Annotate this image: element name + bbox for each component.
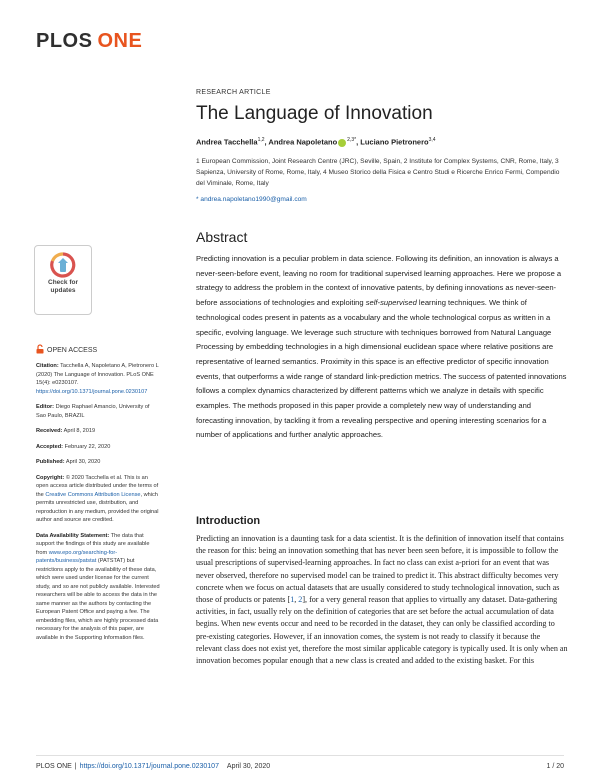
author-list: Andrea Tacchella$^{1,2}$, Andrea Napoletano $^{2,3*}$, Luciano Pietronero$^{3,4}$ xyxy=(196,137,436,147)
affiliations: 1 European Commission, Joint Research Centre (JRC), Seville, Spain, 2 Institute for Complex Systems, CNR, Rome, Italy, 3 Sapienza, University of Rome, Rome, Italy, 4 Museo Storico della Fisica e Centro Studi e Ricerche Enrico Fermi, Compendio del Viminale, Rome, Italy xyxy=(196,158,560,187)
logo-plos: PLOS xyxy=(36,30,93,52)
article-type: RESEARCH ARTICLE xyxy=(196,89,271,96)
citation: Citation: Tacchella A, Napoletano A, Pietronero L (2020) The Language of Innovation. PLoS ONE 15(4): e0230107. https://doi.org/10.1371/journal.pone.0230107 xyxy=(36,363,159,395)
open-lock-icon xyxy=(36,344,44,356)
page-footer: PLOS ONE | https://doi.org/10.1371/journal.pone.0230107 April 30, 2020 xyxy=(36,763,271,770)
article-metadata-sidebar xyxy=(36,362,160,649)
reference-link[interactable]: 2 xyxy=(298,595,303,605)
footer-doi-link[interactable]: https://doi.org/10.1371/journal.pone.0230107 xyxy=(79,763,219,770)
author-name: Luciano Pietronero xyxy=(360,137,429,147)
author-name: Andrea Napoletano xyxy=(268,137,338,147)
corresponding-email[interactable]: * andrea.napoletano1990@gmail.com xyxy=(196,196,307,203)
introduction-heading: Introduction xyxy=(196,515,261,527)
data-availability: Data Availability Statement: The data that support the findings of this study are available from www.epo.org/searching-for-patents/business/patstat (PATSTAT) but restrictions apply to the availability of these data, which were used under license for the current study, and so are not publicly available. Interested researchers will be able to access the data in the same manner as the authors by contacting the European Patent Office and paying a fee. The embedding files, which are highly processed data necessary for the analysis of this paper, are available in the Supporting Information files. xyxy=(36,532,160,641)
introduction-text: Predicting an innovation is a daunting task for a data scientist. It is the definition of innovation itself that contains the reason for this: being an innovation something that has never been seen before, it is impossible to follow the usual prescriptions of supervised-learning approaches. In fact no class can exist a-priori for an event that was never observed, therefore no supervised model can be trained to predict it. This abstract difficulty becomes very concrete when we focus on actual datasets that are usually considered to study technological innovation, such as those of products or patents [1, 2], for a very general reason that applies to virtually any dataset. Data-gathering activities, in fact, usually rely on the definition of categories that are set before the actual accumulation of data begins. When new events occur and need to be recorded in the dataset, they can only be classified according to pre-existing categories. However, if an innovation comes, the system is not ready to classify it because the relevant class does not exist yet, therefore the most similar applicable category is typically used. It is only when an innovation becomes popular enough that a new class is created and added to the existing basket. For this xyxy=(196,534,568,666)
author-name: Andrea Tacchella xyxy=(196,137,258,147)
citation-doi-link[interactable]: https://doi.org/10.1371/journal.pone.0230107 xyxy=(36,388,148,395)
abstract-heading: Abstract xyxy=(196,229,248,245)
editor: Editor: Diego Raphael Amancio, University of Sao Paulo, BRAZIL xyxy=(36,404,150,419)
check-for-updates-badge[interactable] xyxy=(34,245,92,315)
open-access-label xyxy=(36,344,97,356)
open-access-text: OPEN ACCESS xyxy=(47,346,98,354)
article-title: The Language of Innovation xyxy=(196,103,433,124)
patstat-link[interactable]: www.epo.org/searching-for-patents/business/patstat xyxy=(36,549,118,564)
reference-link[interactable]: 1 xyxy=(290,595,295,605)
published-date: Published: April 30, 2020 xyxy=(36,459,101,465)
license-link[interactable]: Creative Commons Attribution License xyxy=(45,491,141,498)
footer-date: April 30, 2020 xyxy=(226,763,271,770)
check-updates-label: Check for updates xyxy=(48,279,78,294)
logo-one: ONE xyxy=(97,30,143,52)
orcid-icon[interactable] xyxy=(338,139,346,147)
footer-journal: PLOS ONE xyxy=(36,763,72,770)
footer-divider xyxy=(36,755,564,756)
received-date: Received: April 8, 2019 xyxy=(36,428,96,434)
check-updates-icon xyxy=(49,252,77,278)
abstract-text: Predicting innovation is a peculiar problem in data science. Following its definition, an innovation is always a never-seen-before event, leaving no room for traditional supervised learning approaches. Here we propose a strategy to address the problem in the context of innovative patents, by defining innovations as never-seen-before associations of technologies and exploiting self-supervised learning techniques. We think of technological codes present in patents as a vocabulary and the whole technological corpus as written in a specific, evolving language. We leverage such structure with techniques borrowed from Natural Language Processing by embedding technologies in a high dimensional euclidean space where relative positions are representative of learned semantics. Proximity in this space is an effective predictor of specific innovation events, that outperforms a wide range of standard link-prediction metrics. The success of patented innovations follows a complex dynamics characterized by different patterns which we analyze in details with specific examples. The methods proposed in this paper provide a completely new way of understanding and forecasting innovation, by tackling it from a revealing perspective and opening interesting scenarios for a number of applications and further analytic approaches. xyxy=(196,254,567,440)
copyright: Copyright: © 2020 Tacchella et al. This is an open access article distributed under the terms of the Creative Commons Attribution License, which permits unrestricted use, distribution, and reproduction in any medium, provided the original author and source are credited. xyxy=(36,474,159,523)
journal-logo[interactable] xyxy=(36,30,142,53)
accepted-date: Accepted: February 22, 2020 xyxy=(36,443,111,450)
page-number: 1 / 20 xyxy=(546,763,564,770)
